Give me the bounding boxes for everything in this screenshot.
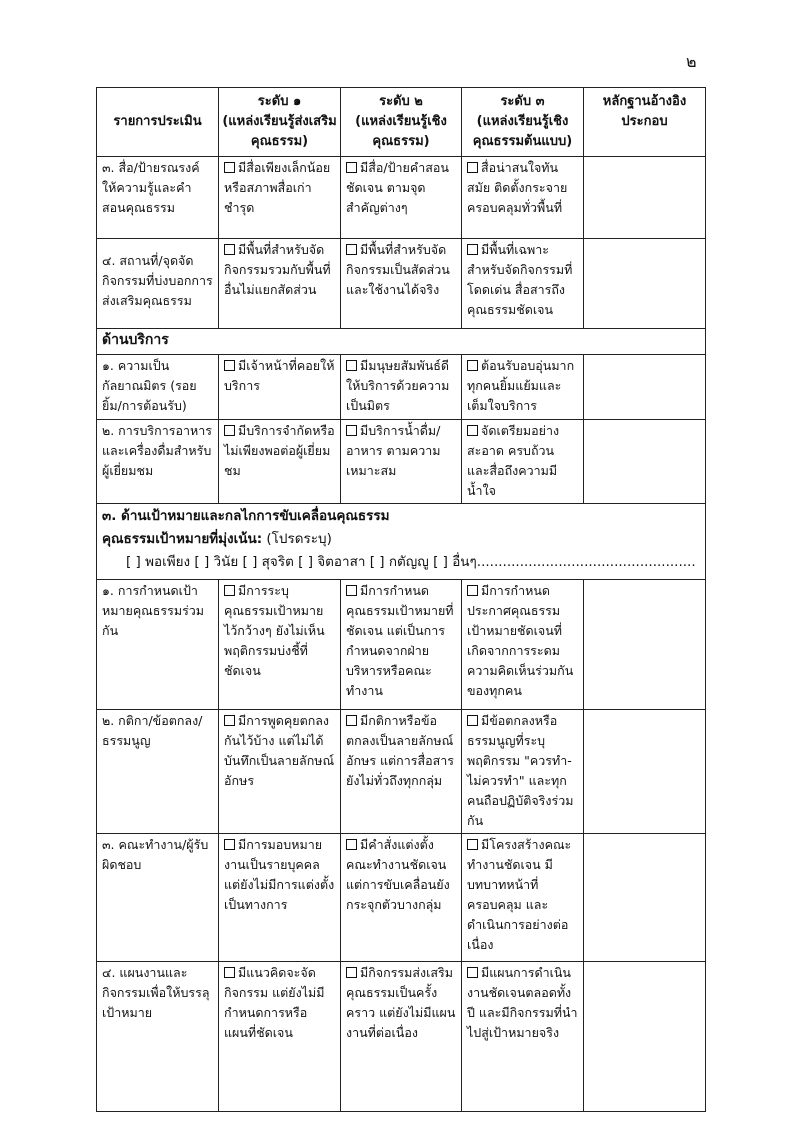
table-row [97,157,706,239]
item-cell: ๑. ความเป็นกัลยาณมิตร (รอยยิ้ม/การต้อนรับ) [97,355,219,420]
level3-cell: มีการกำหนดประกาศคุณธรรมเป้าหมายชัดเจนที่เกิดจากการระดมความคิดเห็นร่วมกันของทุกคน [462,580,584,710]
goal-section-row [97,504,706,580]
checkbox-icon[interactable] [467,244,478,255]
header-level2: ระดับ ๒ (แหล่งเรียนรู้เชิง คุณธรรม) [341,88,462,157]
goal-question: คุณธรรมเป้าหมายที่มุ่งเน้น: [102,531,263,547]
level3-cell: สื่อน่าสนใจทันสมัย ติดตั้งกระจายครอบคลุมทั่วพื้นที่ [462,157,584,239]
evaluation-table [96,87,706,1112]
level3-cell: จัดเตรียมอย่างสะอาด ครบถ้วน และสื่อถึงความมีน้ำใจ [462,420,584,504]
header-evidence: หลักฐานอ้างอิง ประกอบ [584,88,706,157]
checkbox-icon[interactable] [346,967,357,978]
evidence-cell [584,355,706,420]
evidence-cell [584,962,706,1112]
evidence-cell [584,157,706,239]
item-cell: ๓. สื่อ/ป้ายรณรงค์ให้ความรู้และคำสอนคุณธรรม [97,157,219,239]
checkbox-icon[interactable] [467,715,478,726]
level2-cell: มีการกำหนดคุณธรรมเป้าหมายที่ชัดเจน แต่เป็นการกำหนดจากฝ่ายบริหารหรือคณะทำงาน [341,580,462,710]
table-header-row [97,88,706,157]
level3-cell: มีข้อตกลงหรือธรรมนูญที่ระบุพฤติกรรม "ควรทำ-ไม่ควรทำ" และทุกคนถือปฏิบัติจริงร่วมกัน [462,710,584,834]
level3-cell: มีพื้นที่เฉพาะสำหรับจัดกิจกรรมที่โดดเด่น สื่อสารถึงคุณธรรมชัดเจน [462,239,584,329]
checkbox-icon[interactable] [346,839,357,850]
level1-cell: มีการระบุคุณธรรมเป้าหมายไว้กว้างๆ ยังไม่เห็นพฤติกรรมบ่งชี้ที่ชัดเจน [219,580,341,710]
level3-cell: มีแผนการดำเนินงานชัดเจนตลอดทั้งปี และมีกิจกรรมที่นำไปสู่เป้าหมายจริง [462,962,584,1112]
evidence-cell [584,710,706,834]
level1-cell: มีการมอบหมายงานเป็นรายบุคคล แต่ยังไม่มีการแต่งตั้งเป็นทางการ [219,834,341,962]
checkbox-icon[interactable] [467,360,478,371]
table-row [97,239,706,329]
checkbox-icon[interactable] [224,839,235,850]
level1-cell: มีสื่อเพียงเล็กน้อย หรือสภาพสื่อเก่าชำรุด [219,157,341,239]
checkbox-icon[interactable] [224,360,235,371]
item-cell: ๓. คณะทำงาน/ผู้รับผิดชอบ [97,834,219,962]
checkbox-icon[interactable] [467,967,478,978]
table-row [97,580,706,710]
page-number: ๒ [686,52,697,71]
level3-cell: มีโครงสร้างคณะทำงานชัดเจน มีบทบาทหน้าที่ครอบคลุม และดำเนินการอย่างต่อเนื่อง [462,834,584,962]
section-service-title: ด้านบริการ [97,329,706,355]
checkbox-icon[interactable] [346,162,357,173]
evidence-cell [584,239,706,329]
table-row [97,834,706,962]
checkbox-icon[interactable] [467,425,478,436]
checkbox-icon[interactable] [224,425,235,436]
item-cell: ๒. การบริการอาหารและเครื่องดื่มสำหรับผู้เยี่ยมชม [97,420,219,504]
table-row [97,710,706,834]
level1-cell: มีพื้นที่สำหรับจัดกิจกรรมรวมกับพื้นที่อื่นไม่แยกสัดส่วน [219,239,341,329]
table-row [97,355,706,420]
level2-cell: มีกิจกรรมส่งเสริมคุณธรรมเป็นครั้งคราว แต่ยังไม่มีแผนงานที่ต่อเนื่อง [341,962,462,1112]
level1-cell: มีแนวคิดจะจัดกิจกรรม แต่ยังไม่มีกำหนดการหรือแผนที่ชัดเจน [219,962,341,1112]
item-cell: ๒. กติกา/ข้อตกลง/ธรรมนูญ [97,710,219,834]
checkbox-icon[interactable] [467,585,478,596]
header-level1: ระดับ ๑ (แหล่งเรียนรู้ส่งเสริม คุณธรรม) [219,88,341,157]
item-cell: ๔. สถานที่/จุดจัดกิจกรรมที่บ่งบอกการส่งเสริมคุณธรรม [97,239,219,329]
section-row [97,329,706,355]
level2-cell: มีกติกาหรือข้อตกลงเป็นลายลักษณ์อักษร แต่การสื่อสารยังไม่ทั่วถึงทุกกลุ่ม [341,710,462,834]
checkbox-icon[interactable] [467,839,478,850]
header-level3: ระดับ ๓ (แหล่งเรียนรู้เชิง คุณธรรมต้นแบบ) [462,88,584,157]
checkbox-icon[interactable] [346,244,357,255]
checkbox-icon[interactable] [224,967,235,978]
evidence-cell [584,420,706,504]
item-cell: ๑. การกำหนดเป้าหมายคุณธรรมร่วมกัน [97,580,219,710]
goal-question-note: (โปรดระบุ) [262,531,332,547]
level2-cell: มีพื้นที่สำหรับจัดกิจกรรมเป็นสัดส่วนและใช้งานได้จริง [341,239,462,329]
level2-cell: มีมนุษยสัมพันธ์ดีให้บริการด้วยความเป็นมิตร [341,355,462,420]
level2-cell: มีบริการน้ำดื่ม/อาหาร ตามความเหมาะสม [341,420,462,504]
checkbox-icon[interactable] [224,162,235,173]
level1-cell: มีการพูดคุยตกลงกันไว้บ้าง แต่ไม่ได้บันทึกเป็นลายลักษณ์อักษร [219,710,341,834]
checkbox-icon[interactable] [346,585,357,596]
checkbox-icon[interactable] [224,244,235,255]
table-row [97,962,706,1112]
checkbox-icon[interactable] [467,162,478,173]
checkbox-icon[interactable] [346,425,357,436]
checkbox-icon[interactable] [346,360,357,371]
checkbox-icon[interactable] [346,715,357,726]
item-cell: ๔. แผนงานและกิจกรรมเพื่อให้บรรลุเป้าหมาย [97,962,219,1112]
checkbox-icon[interactable] [224,715,235,726]
level1-cell: มีบริการจำกัดหรือไม่เพียงพอต่อผู้เยี่ยมชม [219,420,341,504]
level2-cell: มีสื่อ/ป้ายคำสอนชัดเจน ตามจุดสำคัญต่างๆ [341,157,462,239]
goal-options[interactable]: [ ] พอเพียง [ ] วินัย [ ] สุจริต [ ] จิตอาสา [ ] กตัญญู [ ] อื่นๆ................................................... [126,554,696,570]
level3-cell: ต้อนรับอบอุ่นมาก ทุกคนยิ้มแย้มและเต็มใจบริการ [462,355,584,420]
table-row [97,420,706,504]
header-item: รายการประเมิน [97,88,219,157]
level2-cell: มีคำสั่งแต่งตั้งคณะทำงานชัดเจน แต่การขับเคลื่อนยังกระจุกตัวบางกลุ่ม [341,834,462,962]
evidence-cell [584,580,706,710]
checkbox-icon[interactable] [224,585,235,596]
evidence-cell [584,834,706,962]
goal-section-title: ๓. ด้านเป้าหมายและกลไกการขับเคลื่อนคุณธรรม [102,508,390,524]
level1-cell: มีเจ้าหน้าที่คอยให้บริการ [219,355,341,420]
goal-section [97,504,706,580]
